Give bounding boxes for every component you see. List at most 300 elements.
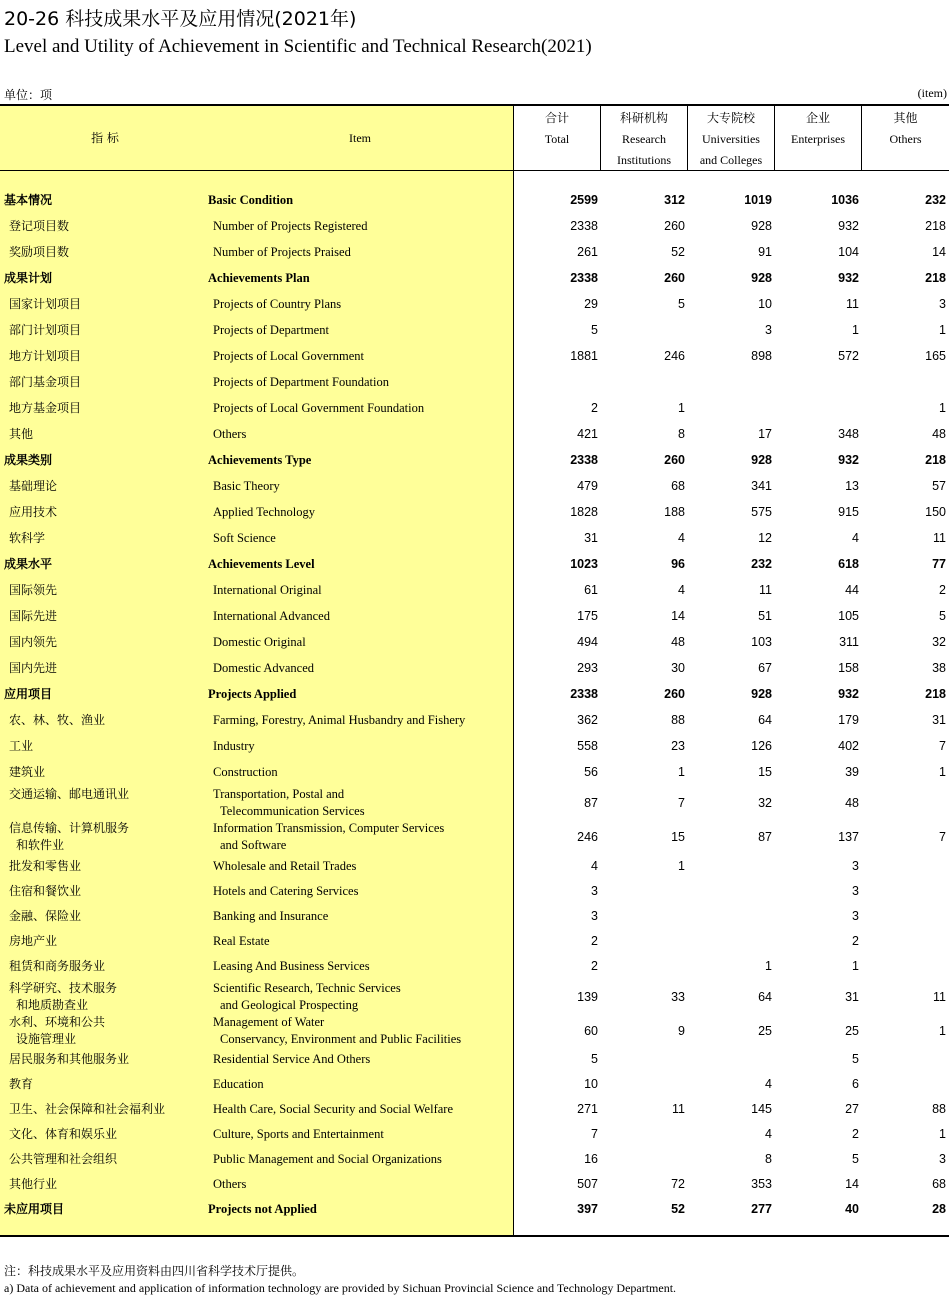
table-row — [0, 218, 949, 235]
table-cell-value: 15 — [671, 829, 685, 844]
row-label-cn-text: 文化、体育和娱乐业 — [9, 1126, 118, 1141]
header-col-cn: 合计 — [544, 111, 569, 125]
row-label-en-text: Projects not Applied — [208, 1201, 317, 1216]
table-cell-value: 8 — [678, 426, 685, 441]
row-label-cn-text: 奖励项目数 — [9, 244, 70, 259]
table-row — [0, 1176, 949, 1193]
row-label-cn-text: 教育 — [9, 1076, 34, 1091]
row-label-en — [213, 1014, 461, 1048]
table-row — [0, 958, 949, 975]
row-label-en — [213, 608, 330, 625]
table-cell-value: 60 — [584, 1023, 598, 1038]
row-label-en-text: Projects of Country Plans — [213, 296, 342, 311]
row-label-cn-text: 居民服务和其他服务业 — [9, 1051, 130, 1066]
row-label-cn — [9, 504, 57, 521]
table-cell-value: 421 — [577, 426, 598, 441]
table-cell-value: 311 — [839, 634, 859, 649]
row-label-en — [213, 958, 370, 975]
table-cell-value: 5 — [591, 322, 598, 337]
table-cell-value: 4 — [765, 1126, 772, 1141]
table-cell-value: 31 — [845, 989, 859, 1004]
header-indicator-label: 指 标 — [91, 130, 119, 145]
row-label-en — [213, 820, 444, 854]
table-cell-value: 5 — [591, 1051, 598, 1066]
row-label-cn-text: 设施管理业 — [16, 1032, 77, 1046]
row-label-cn-text: 基本情况 — [4, 192, 53, 207]
row-label-en-text: Soft Science — [213, 530, 276, 545]
row-label-en — [213, 504, 315, 521]
row-label-en-text: Projects of Local Government Foundation — [213, 400, 425, 415]
table-row — [0, 660, 949, 677]
row-label-cn — [9, 400, 81, 417]
row-label-en-text: Projects of Department — [213, 322, 329, 337]
row-label-cn — [9, 786, 129, 803]
row-label-cn-text: 科学研究、技术服务 — [9, 981, 118, 995]
table-row — [0, 192, 949, 209]
row-label-en — [208, 270, 310, 287]
row-label-en-text: Achievements Type — [208, 452, 312, 467]
table-cell-value: 2 — [852, 933, 859, 948]
table-cell-value: 507 — [577, 1176, 598, 1191]
row-label-cn — [9, 858, 81, 875]
row-label-en — [213, 764, 278, 781]
table-row — [0, 348, 949, 365]
table-cell-value: 52 — [671, 1201, 685, 1216]
table-cell-value: 7 — [939, 738, 946, 753]
row-label-cn-text: 房地产业 — [9, 933, 58, 948]
table-row — [0, 296, 949, 313]
row-label-cn — [9, 1076, 33, 1093]
row-label-cn — [9, 634, 57, 651]
row-label-en — [213, 1126, 384, 1143]
row-label-cn — [9, 1014, 105, 1048]
table-row — [0, 322, 949, 339]
header-col-cn: 企业 — [805, 111, 830, 125]
header-item-label: Item — [349, 130, 371, 145]
row-label-cn-text: 工业 — [9, 738, 34, 753]
table-cell-value: 96 — [671, 556, 685, 571]
table-cell-value: 88 — [671, 712, 685, 727]
table-row — [0, 908, 949, 925]
row-label-cn — [9, 1051, 129, 1068]
header-col-cn: 其他 — [893, 111, 918, 125]
table-cell-value: 104 — [838, 244, 859, 259]
row-label-en — [213, 1076, 264, 1093]
table-cell-value: 5 — [852, 1151, 859, 1166]
table-row — [0, 1201, 949, 1218]
header-col-en: Universities — [701, 132, 760, 146]
row-label-cn-text: 国内先进 — [9, 660, 58, 675]
table-cell-value: 2 — [591, 933, 598, 948]
header-item — [210, 106, 510, 170]
table-cell-value: 33 — [671, 989, 685, 1004]
table-cell-value: 1 — [939, 764, 946, 779]
table-cell-value: 51 — [758, 608, 772, 623]
row-label-cn-text: 国家计划项目 — [9, 296, 82, 311]
table-cell-value: 28 — [932, 1201, 946, 1216]
table-cell-value: 928 — [751, 686, 772, 701]
row-label-cn — [9, 1176, 57, 1193]
table-row — [0, 634, 949, 651]
table-cell-value: 68 — [932, 1176, 946, 1191]
row-label-cn-text: 地方基金项目 — [9, 400, 82, 415]
row-label-en-text: Domestic Original — [213, 634, 306, 649]
table-cell-value: 31 — [584, 530, 598, 545]
row-label-cn — [9, 322, 81, 339]
row-label-cn — [9, 820, 129, 854]
table-cell-value: 145 — [751, 1101, 772, 1116]
table-cell-value: 12 — [758, 530, 772, 545]
table-cell-value: 260 — [664, 452, 685, 467]
table-cell-value: 91 — [758, 244, 772, 259]
table-cell-value: 44 — [845, 582, 859, 597]
row-label-en-text: Basic Condition — [208, 192, 294, 207]
row-label-en — [213, 660, 314, 677]
table-cell-value: 15 — [758, 764, 772, 779]
table-cell-value: 67 — [758, 660, 772, 675]
row-label-cn-text: 公共管理和社会组织 — [9, 1151, 118, 1166]
row-label-en-text: Transportation, Postal and — [213, 787, 345, 801]
table-cell-value: 348 — [838, 426, 859, 441]
table-cell-value: 246 — [664, 348, 685, 363]
row-label-en — [208, 686, 296, 703]
row-label-cn-text: 信息传输、计算机服务 — [9, 821, 130, 835]
table-row — [0, 933, 949, 950]
row-label-cn — [9, 738, 33, 755]
page-title-cn: 20-26 科技成果水平及应用情况(2021年) — [4, 8, 357, 30]
table-cell-value: 175 — [577, 608, 598, 623]
row-label-en-text: Others — [213, 1176, 247, 1191]
table-cell-value: 1023 — [570, 556, 598, 571]
table-cell-value: 31 — [932, 712, 946, 727]
table-cell-value: 29 — [584, 296, 598, 311]
row-label-en-text: Projects of Department Foundation — [213, 374, 390, 389]
row-label-cn — [9, 374, 81, 391]
table-cell-value: 77 — [932, 556, 946, 571]
table-cell-value: 5 — [678, 296, 685, 311]
table-row — [0, 1101, 949, 1118]
header-col-en: Enterprises — [791, 132, 845, 146]
header-col-en: Research — [622, 132, 666, 146]
table-cell-value: 2338 — [570, 218, 598, 233]
table-cell-value: 39 — [845, 764, 859, 779]
table-cell-value: 14 — [671, 608, 685, 623]
row-label-cn-text: 水利、环境和公共 — [9, 1015, 106, 1029]
table-cell-value: 4 — [852, 530, 859, 545]
table-cell-value: 38 — [932, 660, 946, 675]
table-cell-value: 494 — [577, 634, 598, 649]
row-label-en-text: Industry — [213, 738, 255, 753]
table-cell-value: 218 — [925, 270, 946, 285]
row-label-en — [213, 1101, 453, 1118]
table-cell-value: 1 — [678, 858, 685, 873]
row-label-en-text: Banking and Insurance — [213, 908, 329, 923]
table-cell-value: 56 — [584, 764, 598, 779]
row-label-en-text: Achievements Plan — [208, 270, 310, 285]
row-label-en-text: and Geological Prospecting — [220, 998, 359, 1012]
row-label-cn — [9, 764, 45, 781]
row-label-en — [213, 883, 358, 900]
table-cell-value: 52 — [671, 244, 685, 259]
table-cell-value: 32 — [758, 795, 772, 810]
table-cell-value: 5 — [852, 1051, 859, 1066]
row-label-en-text: Projects Applied — [208, 686, 297, 701]
row-label-cn-text: 未应用项目 — [4, 1201, 65, 1216]
table-cell-value: 11 — [933, 530, 946, 545]
row-label-cn-text: 和软件业 — [16, 838, 65, 852]
table-row — [0, 1126, 949, 1143]
table-cell-value: 103 — [751, 634, 772, 649]
table-cell-value: 23 — [671, 738, 685, 753]
row-label-en — [213, 322, 329, 339]
row-label-cn-text: 卫生、社会保障和社会福利业 — [9, 1101, 166, 1116]
header-col-en: Total — [544, 132, 570, 146]
row-label-cn-text: 国内领先 — [9, 634, 58, 649]
table-row — [0, 426, 949, 443]
table-cell-value: 68 — [671, 478, 685, 493]
row-label-cn-text: 国际领先 — [9, 582, 58, 597]
table-cell-value: 1 — [939, 400, 946, 415]
table-cell-value: 1 — [939, 1126, 946, 1141]
table-row — [0, 556, 949, 573]
table-cell-value: 9 — [678, 1023, 685, 1038]
footnote-cn: 注：科技成果水平及应用资料由四川省科学技术厅提供。 — [4, 1264, 305, 1278]
table-cell-value: 218 — [925, 686, 946, 701]
row-label-cn — [9, 933, 57, 950]
row-label-cn — [9, 958, 105, 975]
table-cell-value: 11 — [933, 989, 946, 1004]
table-cell-value: 2338 — [570, 270, 598, 285]
row-label-en — [213, 738, 255, 755]
row-label-en-text: Leasing And Business Services — [213, 958, 370, 973]
table-cell-value: 105 — [838, 608, 859, 623]
row-label-en — [213, 348, 364, 365]
table-cell-value: 1 — [852, 958, 859, 973]
table-cell-value: 16 — [584, 1151, 598, 1166]
table-cell-value: 218 — [925, 452, 946, 467]
table-cell-value: 3 — [765, 322, 772, 337]
table-cell-value: 260 — [664, 218, 685, 233]
table-cell-value: 2 — [852, 1126, 859, 1141]
table-cell-value: 932 — [838, 218, 859, 233]
row-label-cn-text: 部门计划项目 — [9, 322, 82, 337]
table-cell-value: 72 — [671, 1176, 685, 1191]
table-cell-value: 4 — [678, 530, 685, 545]
row-label-cn-text: 建筑业 — [9, 764, 46, 779]
row-label-en — [213, 1176, 246, 1193]
row-label-en — [213, 712, 465, 729]
table-row — [0, 582, 949, 599]
table-cell-value: 139 — [577, 989, 598, 1004]
table-cell-value: 158 — [838, 660, 859, 675]
row-label-cn — [9, 218, 69, 235]
row-label-cn-text: 登记项目数 — [9, 218, 70, 233]
table-cell-value: 10 — [758, 296, 772, 311]
table-cell-value: 11 — [846, 296, 859, 311]
table-cell-value: 8 — [765, 1151, 772, 1166]
table-cell-value: 48 — [845, 795, 859, 810]
table-cell-value: 137 — [838, 829, 859, 844]
header-col-total — [514, 106, 600, 170]
table-row — [0, 980, 949, 1014]
row-label-cn — [9, 426, 33, 443]
row-label-en — [213, 1151, 442, 1168]
row-label-en-text: Basic Theory — [213, 478, 280, 493]
table-cell-value: 353 — [751, 1176, 772, 1191]
table-cell-value: 1 — [852, 322, 859, 337]
row-label-cn-text: 和地质勘查业 — [16, 998, 89, 1012]
table-cell-value: 126 — [751, 738, 772, 753]
row-label-cn — [4, 452, 52, 469]
table-cell-value: 928 — [751, 452, 772, 467]
table-cell-value: 14 — [932, 244, 946, 259]
row-label-cn — [9, 244, 69, 261]
table-row — [0, 764, 949, 781]
row-label-cn — [4, 686, 52, 703]
row-label-cn — [9, 582, 57, 599]
table-cell-value: 25 — [845, 1023, 859, 1038]
row-label-en — [213, 980, 401, 1014]
row-label-cn — [9, 478, 57, 495]
row-label-en-text: Applied Technology — [213, 504, 316, 519]
table-cell-value: 7 — [591, 1126, 598, 1141]
row-label-cn — [9, 712, 105, 729]
table-cell-value: 32 — [932, 634, 946, 649]
table-cell-value: 293 — [577, 660, 598, 675]
row-label-cn — [9, 1101, 165, 1118]
row-label-en-text: Hotels and Catering Services — [213, 883, 359, 898]
table-cell-value: 88 — [932, 1101, 946, 1116]
row-label-en-text: Scientific Research, Technic Services — [213, 981, 401, 995]
table-cell-value: 10 — [584, 1076, 598, 1091]
table-cell-value: 575 — [751, 504, 772, 519]
row-label-cn-text: 地方计划项目 — [9, 348, 82, 363]
row-label-cn-text: 软科学 — [9, 530, 46, 545]
row-label-cn-text: 批发和零售业 — [9, 858, 82, 873]
table-cell-value: 915 — [838, 504, 859, 519]
row-label-en-text: Information Transmission, Computer Services — [213, 821, 445, 835]
table-row — [0, 883, 949, 900]
table-cell-value: 87 — [758, 829, 772, 844]
table-row — [0, 686, 949, 703]
row-label-cn — [9, 980, 117, 1014]
footnote-en: a) Data of achievement and application of information technology are provided by Sichuan Provincial Science and Technology Department. — [4, 1281, 677, 1295]
row-label-cn-text: 其他 — [9, 426, 34, 441]
table-row — [0, 504, 949, 521]
table-cell-value: 261 — [577, 244, 598, 259]
table-cell-value: 17 — [758, 426, 772, 441]
table-cell-value: 165 — [925, 348, 946, 363]
row-label-cn-text: 应用项目 — [4, 686, 53, 701]
unit-label-en: (item) — [917, 86, 947, 100]
table-cell-value: 1 — [765, 958, 772, 973]
row-label-en — [213, 530, 276, 547]
row-label-cn — [9, 1126, 117, 1143]
table-cell-value: 402 — [838, 738, 859, 753]
row-label-cn-text: 成果水平 — [4, 556, 53, 571]
row-label-cn-text: 其他行业 — [9, 1176, 58, 1191]
table-cell-value: 4 — [678, 582, 685, 597]
table-cell-value: 260 — [664, 270, 685, 285]
row-label-en — [213, 296, 341, 313]
row-label-cn — [4, 192, 52, 209]
table-row — [0, 400, 949, 417]
table-cell-value: 479 — [577, 478, 598, 493]
table-cell-value: 6 — [852, 1076, 859, 1091]
row-label-en-text: Construction — [213, 764, 278, 779]
table-cell-value: 397 — [577, 1201, 598, 1216]
table-row — [0, 270, 949, 287]
table-cell-value: 2338 — [570, 686, 598, 701]
table-cell-value: 218 — [925, 218, 946, 233]
table-cell-value: 3 — [591, 883, 598, 898]
row-label-en-text: Conservancy, Environment and Public Facilities — [220, 1032, 462, 1046]
table-cell-value: 362 — [577, 712, 598, 727]
row-label-cn-text: 应用技术 — [9, 504, 58, 519]
table-cell-value: 2 — [591, 958, 598, 973]
header-col-enterprises — [775, 106, 861, 170]
table-cell-value: 1828 — [570, 504, 598, 519]
header-col-universities — [688, 106, 774, 170]
table-cell-value: 64 — [758, 989, 772, 1004]
row-label-cn-text: 成果类别 — [4, 452, 53, 467]
row-label-en-text: Number of Projects Praised — [213, 244, 351, 259]
table-cell-value: 1 — [678, 764, 685, 779]
table-cell-value: 87 — [584, 795, 598, 810]
table-row — [0, 244, 949, 261]
row-label-en — [208, 1201, 317, 1218]
row-label-en-text: Telecommunication Services — [220, 804, 365, 818]
table-row — [0, 738, 949, 755]
row-label-cn-text: 交通运输、邮电通讯业 — [9, 787, 130, 801]
header-col-en: Others — [889, 132, 922, 146]
table-cell-value: 1 — [939, 1023, 946, 1038]
row-label-en-text: Management of Water — [213, 1015, 325, 1029]
row-label-cn-text: 住宿和餐饮业 — [9, 883, 82, 898]
table-cell-value: 11 — [672, 1101, 685, 1116]
row-label-en — [213, 786, 365, 820]
table-cell-value: 932 — [838, 270, 859, 285]
row-label-cn — [9, 660, 57, 677]
table-cell-value: 11 — [759, 582, 772, 597]
row-label-cn — [9, 883, 81, 900]
table-cell-value: 61 — [584, 582, 598, 597]
table-cell-value: 260 — [664, 686, 685, 701]
header-col-en: Institutions — [616, 153, 671, 167]
table-cell-value: 150 — [925, 504, 946, 519]
row-label-en — [213, 1051, 370, 1068]
table-cell-value: 3 — [852, 883, 859, 898]
table-cell-value: 2599 — [570, 192, 598, 207]
data-table — [0, 104, 949, 1237]
row-label-cn-text: 成果计划 — [4, 270, 53, 285]
row-label-en-text: and Software — [220, 838, 287, 852]
row-label-cn — [9, 908, 81, 925]
table-cell-value: 7 — [939, 829, 946, 844]
table-cell-value: 898 — [751, 348, 772, 363]
row-label-cn-text: 金融、保险业 — [9, 908, 82, 923]
table-row — [0, 786, 949, 820]
row-label-en-text: Health Care, Social Security and Social Welfare — [213, 1101, 453, 1116]
header-col-others — [862, 106, 949, 170]
table-row — [0, 1014, 949, 1048]
row-label-en-text: Wholesale and Retail Trades — [213, 858, 357, 873]
header-col-cn: 大专院校 — [706, 111, 755, 125]
row-label-cn — [9, 530, 45, 547]
header-indicator — [0, 106, 210, 170]
table-cell-value: 48 — [671, 634, 685, 649]
row-label-en — [213, 400, 424, 417]
